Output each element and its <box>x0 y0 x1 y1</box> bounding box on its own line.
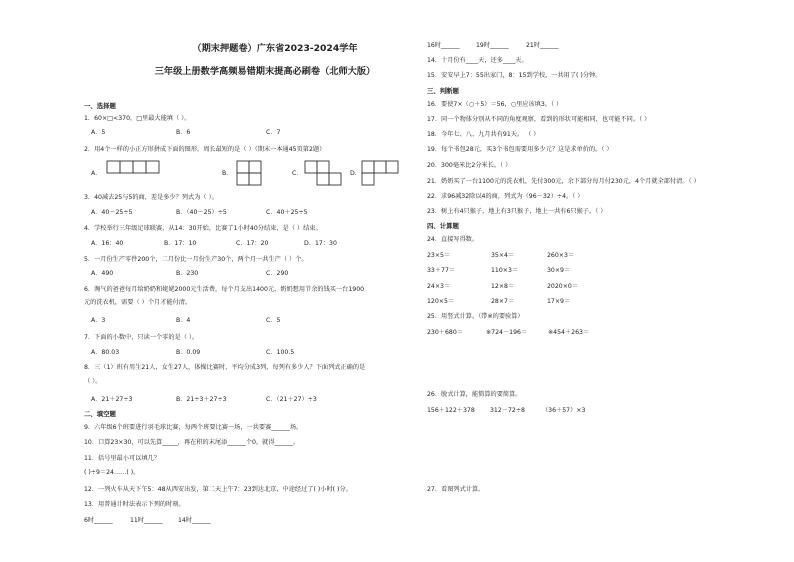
question-27: 27．看图列式计算。 <box>427 486 485 493</box>
question-24: 24．直接写得数。 <box>427 236 479 243</box>
question-25: 25．用竖式计算。（带※的要验算） <box>427 313 524 320</box>
q7-option-c: C．100.5 <box>266 349 295 356</box>
question-17: 17．同一个物体分别从不同的角度观察，看到的形状可能相同，也可能不同。（ ） <box>427 116 651 123</box>
question-18: 18．今年七、八、九月共有91天。 （ ） <box>427 131 540 138</box>
q1-option-c: C．7 <box>266 129 281 136</box>
calc-r4-c3: 17×9＝ <box>547 298 571 305</box>
q6-option-a: A．3 <box>91 317 106 324</box>
q13-item-5: 19时______ <box>476 42 509 49</box>
section-heading-judge: 三、判断题 <box>427 87 459 95</box>
calc-r1-c3: 260×3＝ <box>547 252 575 259</box>
question-12: 12．一列火车从天下午5：48从西安出发，第二天上午7：23到达北京，中途经过了( )小时( )分。 <box>84 486 352 493</box>
q4-option-d: D．17：30 <box>304 240 337 247</box>
q4-option-b: B．17：10 <box>164 240 197 247</box>
title-line-2: 三年级上册数学高频易错期末提高必刷卷（北师大版） <box>154 66 376 77</box>
q13-item-2: 11时______ <box>130 517 163 524</box>
calc-r2-c2: 110×3＝ <box>491 267 519 274</box>
q6-option-b: B．4 <box>176 317 191 324</box>
calc-r3-c2: 12×8＝ <box>491 283 515 290</box>
question-11: 11．括号里最小可以填几？ <box>84 455 160 462</box>
question-8-line-2: （ ）。 <box>84 378 102 385</box>
q8-option-c: C．（21＋27）÷3 <box>266 396 317 403</box>
q2-figure-d <box>361 160 401 186</box>
question-14: 14．十月份有____天，还多____天。 <box>427 57 528 64</box>
calc-r1-c1: 23×5＝ <box>427 252 451 259</box>
q6-option-c: C．5 <box>266 317 281 324</box>
q2-option-a: A． <box>91 170 102 177</box>
calc-r4-c2: 28×7＝ <box>491 298 515 305</box>
q8-option-b: B．21÷3＋27÷3 <box>176 396 227 403</box>
calc-r4-c1: 120×5＝ <box>427 298 455 305</box>
title-line-1: （期末押题卷）广东省2023-2024学年 <box>192 43 358 54</box>
question-13: 13．用普通计时法表示下列的时刻。 <box>84 501 185 508</box>
question-5: 5．一月份生产零件200个，二月份比一月份生产30个，两个月一共生产（ ）个。 <box>84 256 308 263</box>
section-heading-fill: 二、填空题 <box>84 410 116 418</box>
q2-option-b: B． <box>222 170 233 177</box>
question-16: 16．要使7×（○＋5）＝56，○里应该填3。（ ） <box>427 101 563 108</box>
question-10: 10．口算23×30，可以先算_____，再在积的末尾添______个0，就得______。 <box>84 439 300 446</box>
calc-r3-c1: 24×3＝ <box>427 283 451 290</box>
question-8-line-1: 8．三（1）班有男生21人，女生27人，体操比赛时，平均分成3列，每列有多少人？下面列式正确的是 <box>84 364 366 371</box>
question-22: 22．求96减32除以4的商，列式为（96－32）÷4。（ ） <box>427 193 584 200</box>
question-6-line-1: 6．淘气的爸爸每月给奶奶和姥姥2000元生活费，每个月支出1400元，奶奶想用节余的钱买一台1900 <box>84 286 365 293</box>
q26-item-2: 312－72÷8 <box>490 407 525 414</box>
q3-option-b: B．（40－25）÷5 <box>176 209 227 216</box>
question-6-line-2: 元的洗衣机，需要（ ）个月才能付清。 <box>84 299 192 306</box>
q4-option-a: A．16：40 <box>91 240 124 247</box>
question-4: 4．学校举行三年级足球联赛，从14：30开始，比赛了1小时40分结束，是（ ）结束。 <box>84 225 322 232</box>
q2-option-c: C． <box>292 170 303 177</box>
question-9: 9．六年级6个班要进行羽毛球比赛，每两个班要比赛一场，一共要赛______场。 <box>84 424 303 431</box>
calc-r1-c2: 35×4＝ <box>491 252 515 259</box>
question-2: 2．用4个一样的小正方形拼成下面的图形，周长最短的是（ ）（期末一本通45页第2题） <box>84 146 326 153</box>
question-26: 26．脱式计算，能简算的要简算。 <box>427 391 522 398</box>
q7-option-b: B．0.09 <box>176 349 201 356</box>
q8-option-a: A．21＋27÷3 <box>91 396 133 403</box>
q1-option-b: B．6 <box>176 129 191 136</box>
q26-item-1: 156＋122＋378 <box>427 407 475 414</box>
q13-item-6: 21时______ <box>526 42 559 49</box>
q2-figure-c <box>304 160 344 186</box>
question-19: 19．每个书包28元，买3个书包需要用多少元？这是求单价的。（ ） <box>427 146 613 153</box>
q2-figure-b <box>236 160 262 186</box>
calc-r2-c3: 30×9＝ <box>547 267 571 274</box>
question-15: 15．安安早上7：55出家门，8：15到学校，一共用了( )分钟。 <box>427 72 602 79</box>
question-20: 20．300毫米比2分米长。（ ） <box>427 162 512 169</box>
q13-item-4: 16时______ <box>427 42 460 49</box>
q2-option-d: D． <box>350 170 361 177</box>
q1-option-a: A．5 <box>91 129 106 136</box>
q25-item-3: ※454＋263＝ <box>548 329 590 336</box>
question-23: 23．树上有4只猴子，地上有3只猴子，地上一共有6只猴子。（ ） <box>427 208 607 215</box>
section-heading-choice: 一、选择题 <box>84 102 116 110</box>
question-1: 1．60×□<370，□里最大能填（ ）。 <box>84 115 191 122</box>
question-7: 7．下面的小数中，只读一个零的是（ ）。 <box>84 334 199 341</box>
calc-r2-c1: 33＋77＝ <box>427 267 456 274</box>
q13-item-1: 6时______ <box>84 517 113 524</box>
q3-option-c: C．40＋25÷5 <box>266 209 308 216</box>
q5-option-b: B．230 <box>176 270 199 277</box>
q25-item-2: ※724－196＝ <box>486 329 528 336</box>
question-11-blank: ( )÷9＝24……( )。 <box>84 469 140 476</box>
q13-item-3: 14时______ <box>178 517 211 524</box>
q7-option-a: A．80.03 <box>91 349 120 356</box>
question-21: 21．奶奶买了一台1100元的洗衣机，先付300元，余下部分每月付230元，4个月就全部付清。（ ） <box>427 178 700 185</box>
q3-option-a: A．40－25÷5 <box>91 209 133 216</box>
q25-item-1: 230＋680＝ <box>427 329 463 336</box>
section-heading-calc: 四、计算题 <box>427 222 459 230</box>
q4-option-c: C．17：20 <box>236 240 269 247</box>
calc-r3-c3: 2020×0＝ <box>547 283 579 290</box>
q2-figure-a <box>106 160 162 174</box>
q5-option-c: C．290 <box>266 270 289 277</box>
q5-option-a: A．490 <box>91 270 114 277</box>
question-3: 3．40减去25与5的商，差是多少？列式为（ ）。 <box>84 194 218 201</box>
q26-item-3: （36＋57）×3 <box>542 407 586 414</box>
